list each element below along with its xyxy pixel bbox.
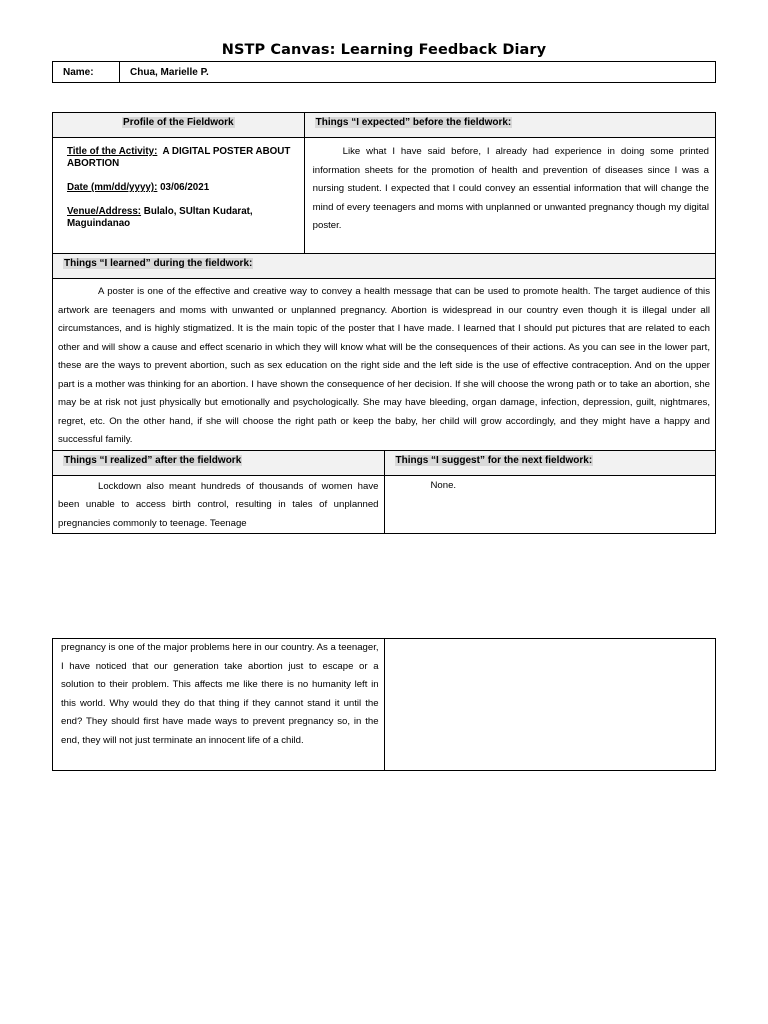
name-value: Chua, Marielle P. xyxy=(120,62,716,83)
feedback-table xyxy=(52,112,716,534)
name-table xyxy=(52,61,716,83)
expected-text: Like what I have said before, I already had experience in doing some printed information sheets for the promotion of health and prevention of diseases since I was a nursing student. I expected that I could convey an essential information that will change the mind of every teenagers and moms with unplanned or unwanted pregnancy though my digital poster. xyxy=(304,138,715,254)
learned-text: A poster is one of the effective and creative way to convey a health message that can be used to promote health. The target audience of this artwork are teenagers and moms with unwanted or unplanned pregnancy. Abortion is widespread in our country even though it is illegal under all circumstances, and is highly stigmatized. It is the main topic of the poster that I have made. I learned that I should put pictures that are related to each other and will show a cause and effect scenario in which they will know what will be the consequences of their actions. As you can see in the lower part, these are the ways to prevent abortion, such as sex education on the right side and the left side is the use of effective contraception. And on the upper part is a mother was thinking for an abortion. I have shown the consequence of her decision. If she will choose the wrong path or to take an abortion, she may be at risk not just physically but emotionally and psychologically. She may have bleeding, organ damage, infection, depression, guilt, nightmares, regret, etc. On the other hand, if she will choose the right path or keep the baby, her child will grow accordingly, and they might have a happy and successful family. xyxy=(53,279,716,451)
suggest-header-cell xyxy=(384,450,716,475)
learned-header: Things “I learned” during the fieldwork: xyxy=(64,258,253,269)
activity-line xyxy=(67,146,296,170)
activity-value: A DIGITAL POSTER ABOUT ABORTION xyxy=(67,146,291,169)
venue-label: Venue/Address: xyxy=(67,206,142,217)
suggest-text: None. xyxy=(384,475,716,534)
document-title: NSTP Canvas: Learning Feedback Diary xyxy=(221,42,547,58)
realized-text-part1: Lockdown also meant hundreds of thousands of women have been unable to access birth control, resulting in tales of unplanned pregnancies commonly to teenage. Teenage xyxy=(53,475,385,534)
realized-header: Things “I realized” after the fieldwork xyxy=(64,454,242,466)
realized-text-part2: pregnancy is one of the major problems here in our country. As a teenager, I have noticed that our generation take abortion just to escape or a solution to their problem. This affects me like there is no humanity left in this world. Why would they do that thing if they cannot stand it until the end? They should first have made ways to prevent pregnancy so, in the end, they will not just terminate an innocent life of a child. xyxy=(53,639,385,771)
learned-header-cell xyxy=(53,254,716,279)
profile-header: Profile of the Fieldwork xyxy=(123,117,234,128)
realized-header-cell xyxy=(53,450,385,475)
continued-table xyxy=(52,638,716,771)
suggest-header: Things “I suggest” for the next fieldwork: xyxy=(395,454,593,466)
activity-label: Title of the Activity: xyxy=(67,146,158,157)
profile-details xyxy=(53,138,305,254)
expected-header: Things “I expected” before the fieldwork: xyxy=(315,117,512,128)
suggest-continued-cell xyxy=(384,639,715,771)
venue-line xyxy=(67,206,296,230)
venue-value: Bulalo, SUltan Kudarat, Maguindanao xyxy=(67,206,253,229)
expected-header-cell xyxy=(304,113,715,138)
profile-header-cell xyxy=(53,113,305,138)
name-label: Name: xyxy=(53,62,120,83)
date-label: Date (mm/dd/yyyy): xyxy=(67,182,158,193)
date-value: 03/06/2021 xyxy=(160,182,210,193)
date-line xyxy=(67,182,296,194)
